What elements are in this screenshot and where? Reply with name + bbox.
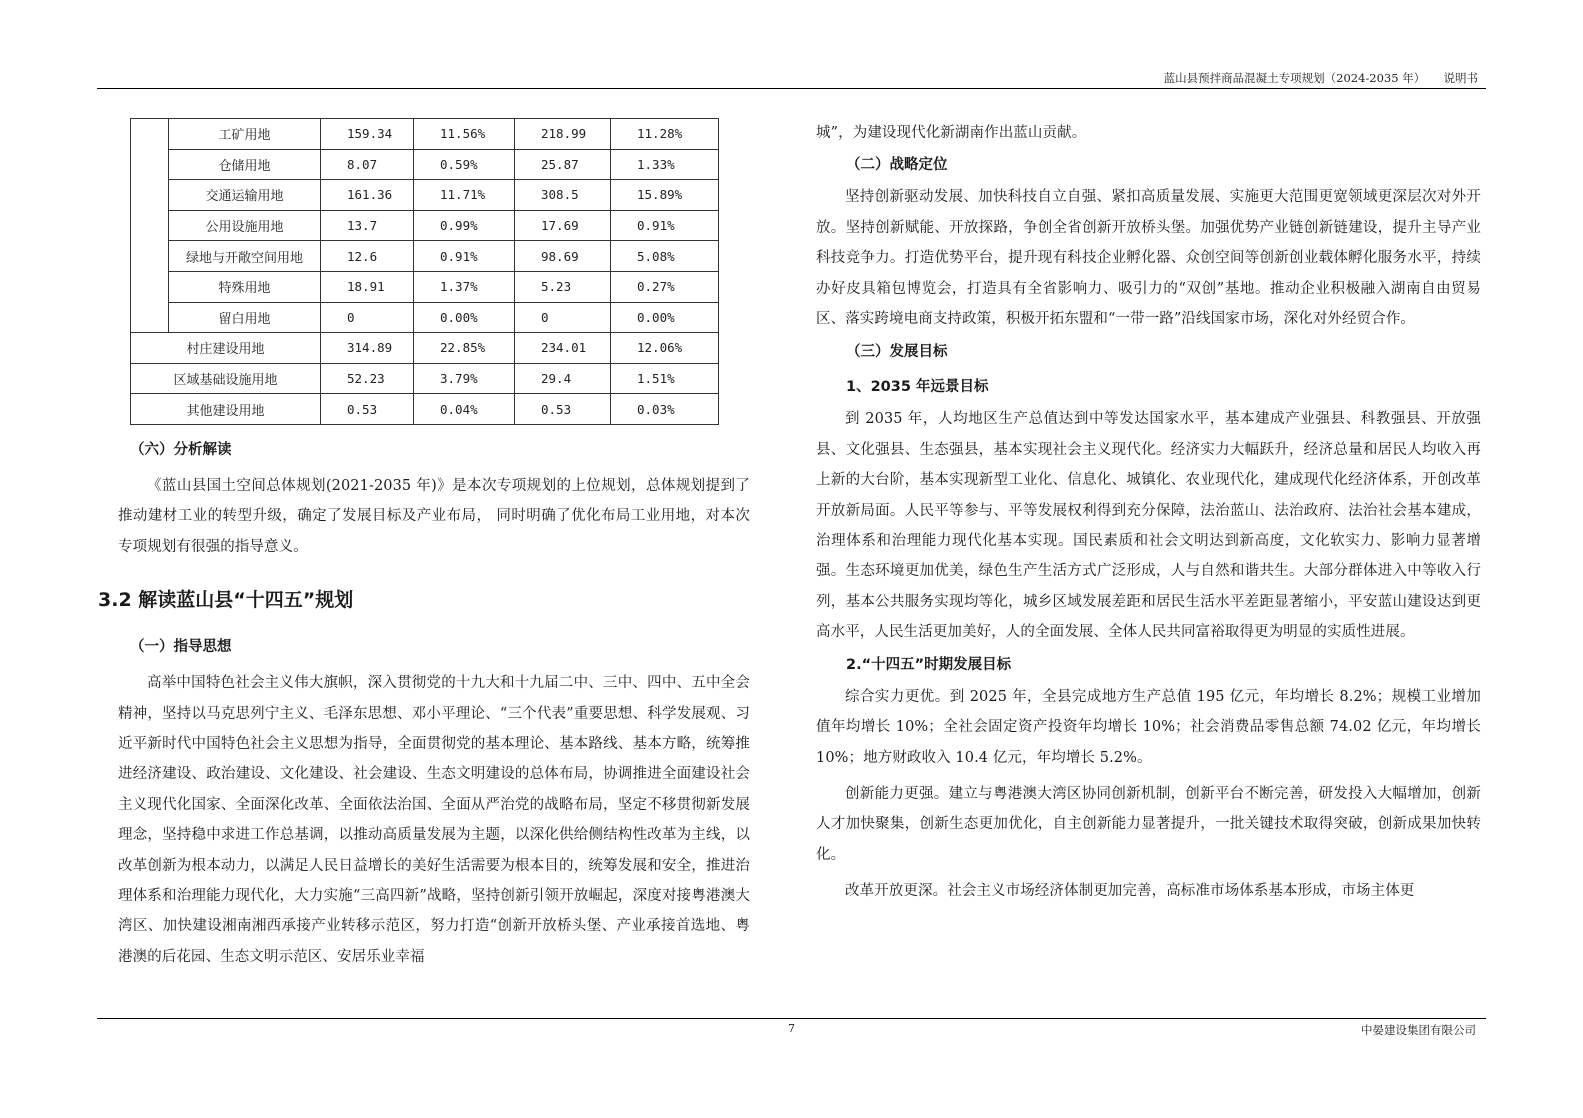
area-base-cell: 161.36	[321, 180, 414, 211]
page-number: 7	[788, 1022, 795, 1035]
share-target-cell: 0.00%	[611, 302, 719, 333]
section-heading: 3.2 解读蓝山县“十四五”规划	[98, 589, 354, 612]
continuation-paragraph: 城”，为建设现代化新湖南作出蓝山贡献。	[816, 125, 1087, 141]
table-row	[131, 119, 719, 150]
share-target-cell: 5.08%	[611, 241, 719, 272]
table-row	[131, 363, 719, 394]
right-column	[816, 118, 1481, 907]
land-type-cell: 公用设施用地	[169, 210, 321, 241]
goal2-paragraph-3: 改革开放更深。社会主义市场经济体制更加完善，高标准市场体系基本形成，市场主体更	[845, 883, 1415, 900]
land-type-cell: 绿地与开敞空间用地	[169, 241, 321, 272]
guide-paragraph: 高举中国特色社会主义伟大旗帜，深入贯彻党的十九大和十九届二中、三中、四中、五中全会精神，坚持以马克思列宁主义、毛泽东思想、邓小平理论、“三个代表”重要思想、科学发展观、习近平新时代中国特色社会主义思想为指导，全面贯彻党的基本理论、基本路线、基本方略，统筹推进经济建设、政治建设、文化建设、社会建设、生态文明建设的总体布局，协调推进全面建设社会主义现代化国家、全面深化改革、全面依法治国、全面从严治党的战略布局，坚定不移贯彻新发展理念，坚持稳中求进工作总基调，以推动高质量发展为主题，以深化供给侧结构性改革为主线，以改革创新为根本动力，以满足人民日益增长的美好生活需要为根本目的，统筹发展和安全，推进治理体系和治理能力现代化，大力实施“三高四新”战略，坚持创新引领开放崛起，深度对接粤港澳大湾区、加快建设湘南湘西承接产业转移示范区，努力打造“创新开放桥头堡、产业承接首选地、粤港澳的后花园、生态文明示范区、安居乐业幸福	[118, 675, 750, 965]
table-row	[131, 210, 719, 241]
area-target-cell: 17.69	[515, 210, 611, 241]
land-type-cell: 交通运输用地	[169, 180, 321, 211]
share-target-cell: 0.27%	[611, 271, 719, 302]
land-type-cell: 其他建设用地	[131, 394, 321, 425]
area-target-cell: 308.5	[515, 180, 611, 211]
goal1-heading: 1、2035 年远景目标	[846, 379, 989, 396]
header-title: 蓝山县预拌商品混凝土专项规划（2024-2035 年）	[1163, 71, 1426, 85]
area-target-cell: 234.01	[515, 333, 611, 364]
share-target-cell: 1.51%	[611, 363, 719, 394]
land-type-cell: 村庄建设用地	[131, 333, 321, 364]
land-use-table	[130, 118, 719, 425]
header-doc-type: 说明书	[1443, 71, 1478, 85]
land-type-cell: 工矿用地	[169, 119, 321, 150]
share-target-cell: 12.06%	[611, 333, 719, 364]
share-base-cell: 11.71%	[414, 180, 515, 211]
goal2-heading: 2.“十四五”时期发展目标	[846, 656, 1012, 673]
share-target-cell: 0.91%	[611, 210, 719, 241]
analysis-heading: （六）分析解读	[130, 441, 232, 458]
table-row	[131, 271, 719, 302]
footer-rule	[97, 1018, 1486, 1019]
area-target-cell: 29.4	[515, 363, 611, 394]
land-type-cell: 区域基础设施用地	[131, 363, 321, 394]
goals-heading: （三）发展目标	[846, 344, 948, 361]
table-row	[131, 302, 719, 333]
table-row	[131, 180, 719, 211]
table-row	[131, 333, 719, 364]
land-type-cell: 特殊用地	[169, 271, 321, 302]
area-target-cell: 218.99	[515, 119, 611, 150]
share-base-cell: 0.99%	[414, 210, 515, 241]
strategy-paragraph: 坚持创新驱动发展、加快科技自立自强、紧扣高质量发展、实施更大范围更宽领域更深层次对外开放。坚持创新赋能、开放探路，争创全省创新开放桥头堡。加强优势产业链创新链建设，提升主导产业科技竞争力。打造优势平台，提升现有科技企业孵化器、众创空间等创新创业载体孵化服务水平，持续办好皮具箱包博览会，打造具有全省影响力、吸引力的“双创”基地。推动企业积极融入湖南自由贸易区、落实跨境电商支持政策，积极开拓东盟和“一带一路”沿线国家市场，深化对外经贸合作。	[816, 189, 1481, 328]
left-column	[98, 118, 750, 972]
area-base-cell: 159.34	[321, 119, 414, 150]
table-row	[131, 149, 719, 180]
area-base-cell: 0.53	[321, 394, 414, 425]
share-base-cell: 22.85%	[414, 333, 515, 364]
area-base-cell: 13.7	[321, 210, 414, 241]
area-target-cell: 25.87	[515, 149, 611, 180]
guide-heading: （一）指导思想	[130, 639, 232, 656]
share-base-cell: 0.91%	[414, 241, 515, 272]
area-target-cell: 98.69	[515, 241, 611, 272]
area-base-cell: 314.89	[321, 333, 414, 364]
share-target-cell: 0.03%	[611, 394, 719, 425]
table-row	[131, 241, 719, 272]
share-base-cell: 11.56%	[414, 119, 515, 150]
analysis-paragraph: 《蓝山县国土空间总体规划(2021-2035 年)》是本次专项规划的上位规划，总体规划提到了推动建材工业的转型升级，确定了发展目标及产业布局， 同时明确了优化布局工业用地，对本次专项规划有很强的指导意义。	[118, 477, 750, 555]
area-target-cell: 0.53	[515, 394, 611, 425]
table-row	[131, 394, 719, 425]
land-type-cell: 留白用地	[169, 302, 321, 333]
share-base-cell: 3.79%	[414, 363, 515, 394]
header-rule	[97, 88, 1486, 89]
area-base-cell: 18.91	[321, 271, 414, 302]
share-base-cell: 0.59%	[414, 149, 515, 180]
share-base-cell: 0.04%	[414, 394, 515, 425]
share-target-cell: 11.28%	[611, 119, 719, 150]
footer-company: 中晏建设集团有限公司	[1361, 1023, 1476, 1037]
area-base-cell: 52.23	[321, 363, 414, 394]
page-header	[1164, 70, 1478, 86]
area-target-cell: 5.23	[515, 271, 611, 302]
strategy-heading: （二）战略定位	[846, 157, 948, 174]
goal2-paragraph-1: 综合实力更优。到 2025 年，全县完成地方生产总值 195 亿元，年均增长 8.2%；规模工业增加值年均增长 10%；全社会固定资产投资年均增长 10%；社会消费品零售总额 74.02 亿元，年均增长 10%；地方财政收入 10.4 亿元，年均增长 5.2%。	[816, 688, 1481, 766]
area-base-cell: 12.6	[321, 241, 414, 272]
area-base-cell: 0	[321, 302, 414, 333]
share-target-cell: 1.33%	[611, 149, 719, 180]
group-cell	[131, 119, 169, 333]
share-target-cell: 15.89%	[611, 180, 719, 211]
share-base-cell: 1.37%	[414, 271, 515, 302]
area-base-cell: 8.07	[321, 149, 414, 180]
land-type-cell: 仓储用地	[169, 149, 321, 180]
share-base-cell: 0.00%	[414, 302, 515, 333]
goal2-paragraph-2: 创新能力更强。建立与粤港澳大湾区协同创新机制，创新平台不断完善，研发投入大幅增加，创新人才加快聚集，创新生态更加优化，自主创新能力显著提升，一批关键技术取得突破，创新成果加快转化。	[816, 785, 1481, 863]
area-target-cell: 0	[515, 302, 611, 333]
goal1-paragraph: 到 2035 年，人均地区生产总值达到中等发达国家水平，基本建成产业强县、科教强县、开放强县、文化强县、生态强县，基本实现社会主义现代化。经济实力大幅跃升，经济总量和居民人均收入再上新的大台阶，基本实现新型工业化、信息化、城镇化、农业现代化，建成现代化经济体系，开创改革开放新局面。人民平等参与、平等发展权利得到充分保障，法治蓝山、法治政府、法治社会基本建成，治理体系和治理能力现代化基本实现。国民素质和社会文明达到新高度，文化软实力、影响力显著增强。生态环境更加优美，绿色生产生活方式广泛形成，人与自然和谐共生。大部分群体进入中等收入行列，基本公共服务实现均等化，城乡区域发展差距和居民生活水平差距显著缩小，平安蓝山建设达到更高水平，人民生活更加美好，人的全面发展、全体人民共同富裕取得更为明显的实质性进展。	[816, 411, 1481, 641]
